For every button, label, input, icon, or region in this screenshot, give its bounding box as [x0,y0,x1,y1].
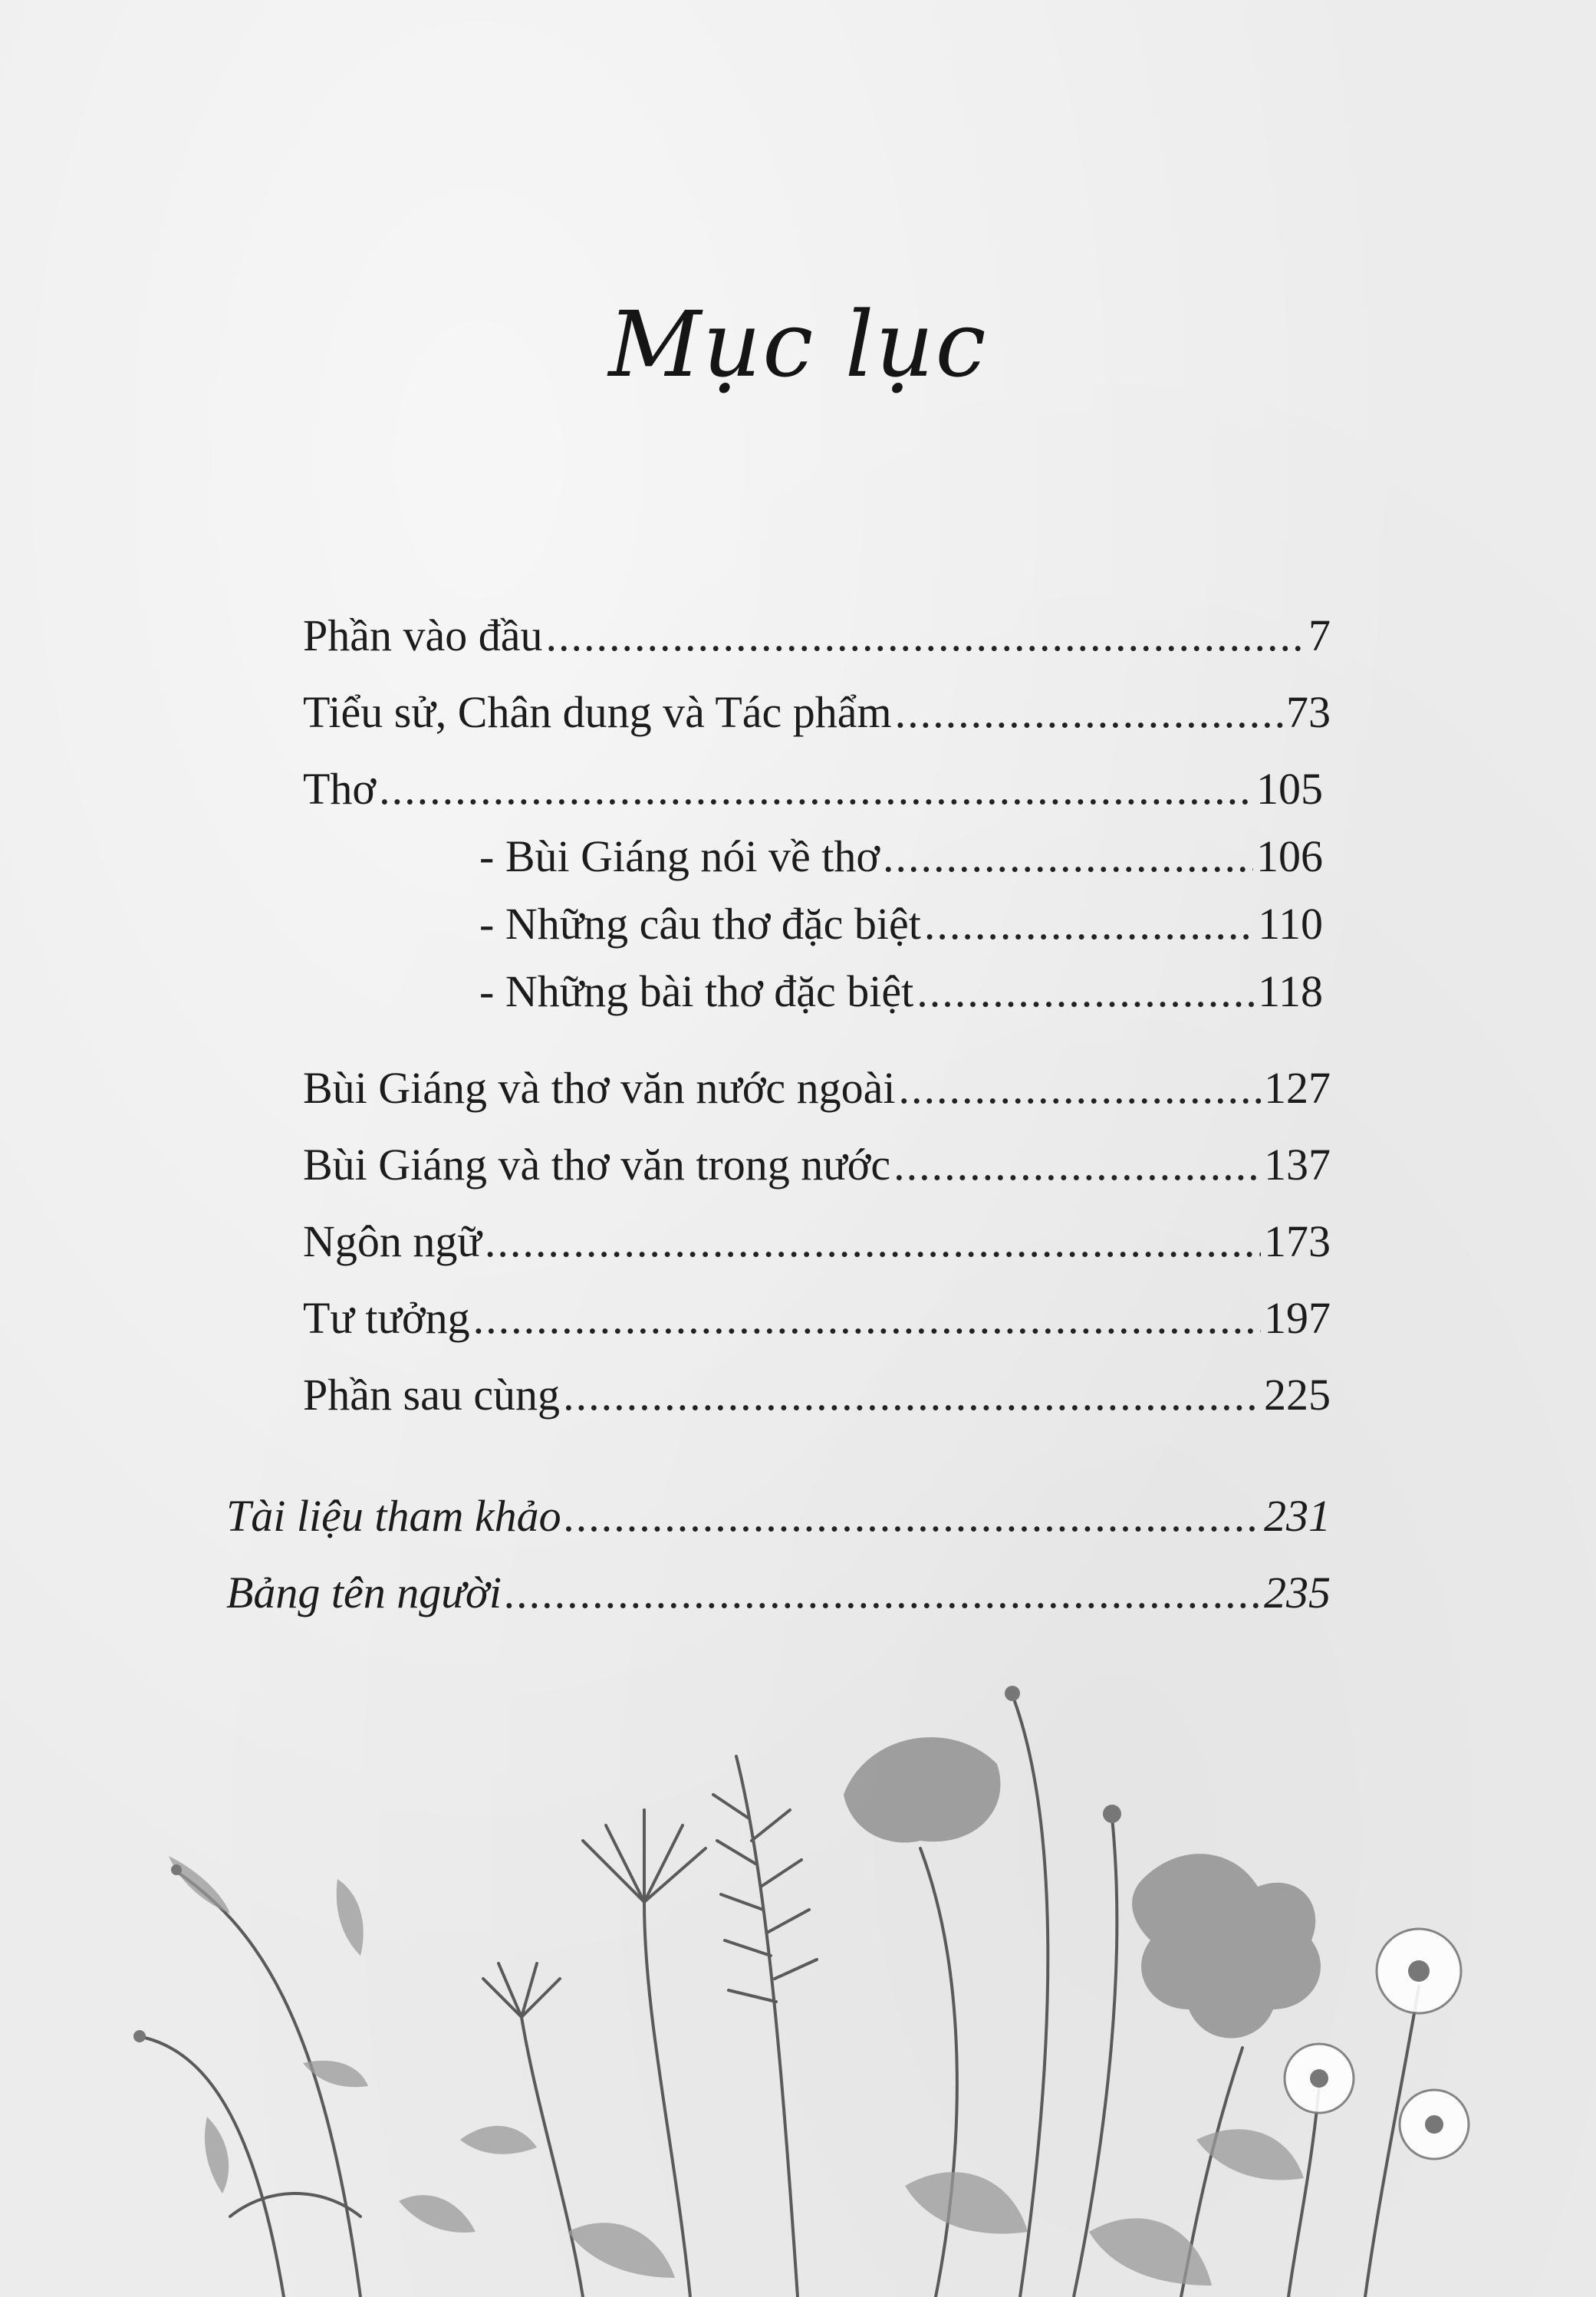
toc-entry-label: Tài liệu tham khảo [226,1491,561,1541]
toc-leader-dots [916,969,1255,1014]
toc-entry-page: 118 [1258,966,1323,1016]
toc-entry-page: 7 [1308,610,1331,660]
toc-leader-dots [473,1296,1261,1341]
toc-entry-page: 110 [1258,899,1323,949]
toc-entry-label: Tư tưởng [303,1293,470,1343]
toc-entry-label: - Những câu thơ đặc biệt [479,899,921,949]
toc-leader-dots [546,614,1306,658]
toc-leader-dots [893,1143,1261,1187]
toc-leader-dots [895,690,1283,735]
toc-appendix-entry [226,1491,1331,1541]
toc-entry-page: 225 [1264,1370,1331,1420]
toc-entry-page: 235 [1264,1568,1331,1617]
toc-entry-page: 231 [1264,1491,1331,1541]
toc-entry-page: 106 [1256,831,1323,881]
toc-entry-page: 105 [1256,764,1323,814]
toc-entry-label: - Những bài thơ đặc biệt [479,966,914,1016]
toc-leader-dots [883,834,1253,879]
toc-leader-dots [505,1571,1261,1615]
toc-entry [303,1216,1331,1266]
toc-entry [303,1370,1331,1420]
toc-entry-label: Ngôn ngữ [303,1216,482,1266]
page-title: Mục lục [608,291,988,397]
toc-entry [303,1140,1331,1190]
toc-leader-dots [379,767,1253,811]
toc-entry-page: 197 [1264,1293,1331,1343]
toc-entry-label: Bùi Giáng và thơ văn trong nước [303,1140,891,1190]
toc-entry-page: 127 [1264,1063,1331,1113]
toc-entry [303,764,1323,814]
toc-entry [303,1063,1331,1113]
toc-leader-dots [899,1066,1261,1111]
toc-entry-page: 137 [1264,1140,1331,1190]
toc-appendix-entry [226,1568,1331,1617]
toc-entry [303,1293,1331,1343]
toc-leader-dots [485,1219,1261,1264]
toc-entry-label: Phần sau cùng [303,1370,561,1420]
toc-entry-label: Bảng tên người [226,1568,502,1617]
toc-entry-label: Thơ [303,764,377,814]
toc-subentry [479,899,1323,949]
toc-entry [303,687,1331,737]
toc-entry-page: 173 [1264,1216,1331,1266]
toc-leader-dots [924,902,1255,946]
botanical-illustration-icon [0,1649,1596,2297]
toc-entry-label: Bùi Giáng và thơ văn nước ngoài [303,1063,896,1113]
toc-entry-label: Tiểu sử, Chân dung và Tác phẩm [303,687,892,737]
toc-entry-label: Phần vào đầu [303,610,543,660]
toc-entry [303,610,1331,660]
toc-subentry [479,966,1323,1016]
toc-entry-page: 73 [1286,687,1331,737]
toc-subentry [479,831,1323,881]
toc-leader-dots [564,1494,1261,1538]
toc-leader-dots [563,1373,1261,1417]
toc-entry-label: - Bùi Giáng nói về thơ [479,831,880,881]
